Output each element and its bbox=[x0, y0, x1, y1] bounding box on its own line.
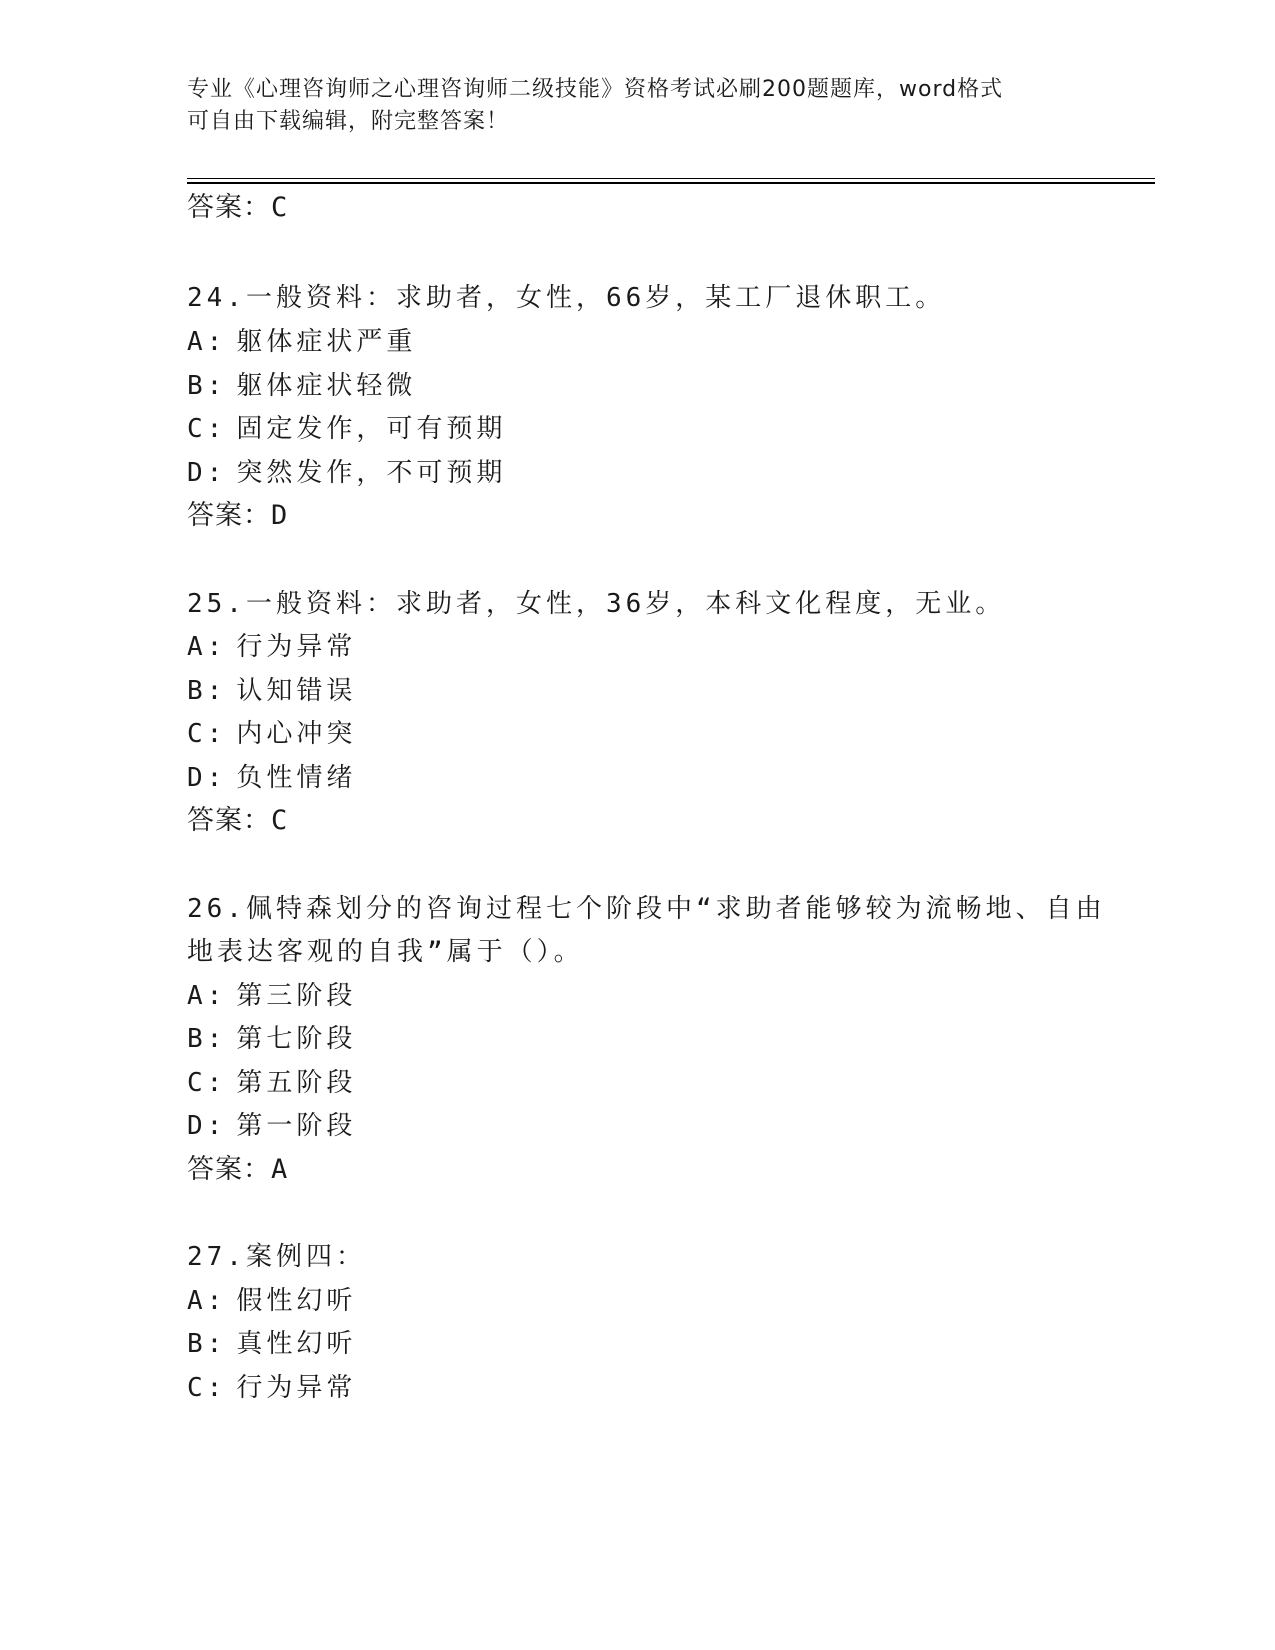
option-text: 固定发作，可有预期 bbox=[236, 414, 507, 444]
header-line-1: 专业《心理咨询师之心理咨询师二级技能》资格考试必刷200题题库，word格式 bbox=[187, 77, 1004, 102]
option-text: 突然发作，不可预期 bbox=[236, 458, 507, 488]
option-d bbox=[187, 1110, 356, 1142]
option-text: 行为异常 bbox=[236, 632, 357, 662]
option-text: 第一阶段 bbox=[236, 1111, 357, 1141]
question-stem: 26.佩特森划分的咨询过程七个阶段中“求助者能够较为流畅地、自由 bbox=[187, 894, 1106, 924]
option-a bbox=[187, 1285, 356, 1317]
option-b bbox=[187, 1328, 356, 1360]
option-text: 假性幻听 bbox=[236, 1286, 357, 1316]
option-letter: C: bbox=[187, 1373, 227, 1403]
option-b bbox=[187, 1023, 356, 1055]
option-text: 内心冲突 bbox=[236, 719, 357, 749]
option-a bbox=[187, 326, 416, 358]
option-c bbox=[187, 718, 356, 750]
answer-label: 答案： bbox=[187, 805, 271, 836]
option-text: 第五阶段 bbox=[236, 1068, 357, 1098]
option-letter: B: bbox=[187, 676, 227, 706]
answer-value: C bbox=[271, 192, 289, 223]
option-letter: C: bbox=[187, 1068, 227, 1098]
option-text: 躯体症状严重 bbox=[236, 327, 417, 357]
option-d bbox=[187, 762, 356, 794]
option-letter: B: bbox=[187, 1329, 227, 1359]
option-letter: D: bbox=[187, 458, 227, 488]
option-letter: A: bbox=[187, 632, 227, 662]
previous-answer bbox=[187, 192, 288, 224]
question-stem: 27.案例四： bbox=[187, 1242, 366, 1272]
option-a bbox=[187, 980, 356, 1012]
option-text: 认知错误 bbox=[236, 676, 357, 706]
option-letter: A: bbox=[187, 1286, 227, 1316]
option-text: 第七阶段 bbox=[236, 1024, 357, 1054]
option-text: 行为异常 bbox=[236, 1373, 357, 1403]
option-text: 第三阶段 bbox=[236, 981, 357, 1011]
answer-label: 答案： bbox=[187, 500, 271, 531]
option-d bbox=[187, 457, 506, 489]
option-letter: C: bbox=[187, 719, 227, 749]
option-letter: C: bbox=[187, 414, 227, 444]
question-answer bbox=[187, 1154, 288, 1186]
option-letter: D: bbox=[187, 1111, 227, 1141]
option-b bbox=[187, 370, 416, 402]
answer-value: A bbox=[271, 1154, 289, 1185]
option-letter: D: bbox=[187, 763, 227, 793]
answer-label: 答案： bbox=[187, 192, 271, 223]
option-letter: A: bbox=[187, 981, 227, 1011]
header-divider-thick bbox=[187, 182, 1155, 184]
header-divider-thin bbox=[187, 178, 1155, 179]
question-answer bbox=[187, 500, 288, 532]
option-text: 真性幻听 bbox=[236, 1329, 357, 1359]
answer-label: 答案： bbox=[187, 1154, 271, 1185]
option-c bbox=[187, 413, 506, 445]
option-letter: B: bbox=[187, 371, 227, 401]
answer-value: C bbox=[271, 805, 289, 836]
question-stem: 25.一般资料：求助者，女性，36岁，本科文化程度，无业。 bbox=[187, 589, 1006, 619]
option-letter: B: bbox=[187, 1024, 227, 1054]
header-line-2: 可自由下载编辑，附完整答案！ bbox=[187, 109, 510, 134]
option-letter: A: bbox=[187, 327, 227, 357]
question-stem: 24.一般资料：求助者，女性，66岁，某工厂退休职工。 bbox=[187, 283, 946, 313]
answer-value: D bbox=[271, 500, 289, 531]
option-c bbox=[187, 1067, 356, 1099]
option-c bbox=[187, 1372, 356, 1404]
question-stem-continued: 地表达客观的自我”属于（）。 bbox=[187, 937, 584, 967]
option-text: 负性情绪 bbox=[236, 763, 357, 793]
option-a bbox=[187, 631, 356, 663]
option-text: 躯体症状轻微 bbox=[236, 371, 417, 401]
document-header bbox=[187, 74, 1067, 138]
question-answer bbox=[187, 805, 288, 837]
option-b bbox=[187, 675, 356, 707]
